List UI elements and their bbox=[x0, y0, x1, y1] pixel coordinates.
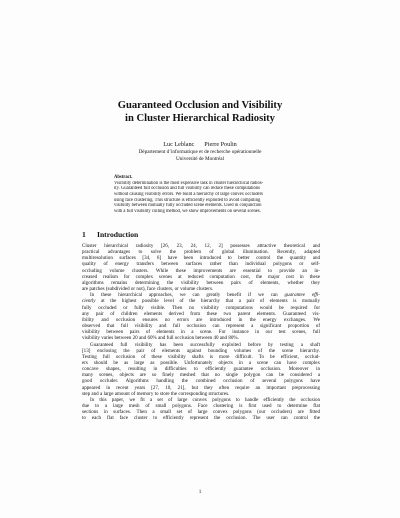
section-title: Introduction bbox=[97, 230, 139, 239]
text-line: visibility between pairs of elements in a scene. For instance in our test scenes, full bbox=[82, 329, 320, 336]
text-line: Cluster hierarchical radiosity [26, 23, 24, 12, 2] possesses attractive theoretical and bbox=[82, 243, 320, 249]
text-line: concave shapes, resulting in difficulties to efficiently guarantee occlusion. Moreover in bbox=[82, 366, 320, 373]
text-line: Testing full occlusion of these visibility shafts is more difficult. To be efficient, occlud- bbox=[82, 353, 320, 360]
section-heading bbox=[82, 230, 138, 239]
author-name: Pierre Poulin bbox=[204, 141, 237, 148]
paper-title-line-2: in Cluster Hierarchical Radiosity bbox=[125, 113, 275, 124]
body-text bbox=[82, 243, 320, 422]
paragraph bbox=[82, 243, 320, 292]
abstract-line: without causing visibility errors. We build a hierarchy of large convex occluders bbox=[114, 191, 263, 197]
text-line: multiresolution surfaces [34, 6] have been introduced to better control the quantity and bbox=[82, 255, 320, 262]
author-list bbox=[0, 141, 400, 148]
abstract-line: Visibility determination is the most expensive task in cluster hierarchical radios- bbox=[114, 180, 264, 186]
text-line: ciently at the highest possible level of the hierarchy that a pair of elements is mutually bbox=[82, 298, 320, 305]
text-line: ibility and occlusion ensures no errors are introduced in the energy exchanges. We bbox=[82, 316, 320, 323]
abstract-line: with a full visibility culling method, we show improvements on several scenes. bbox=[114, 208, 261, 214]
abstract-block bbox=[114, 175, 290, 215]
text-line: sections in surfaces. Then a small set of large convex polygons (our occluders) are fitted bbox=[82, 409, 320, 416]
text-line: many scenes, objects are so finely meshed that no single polygon can be considered a bbox=[82, 372, 320, 379]
text-line: quality of energy transfers between surfaces rather than individual polygons or self- bbox=[82, 261, 320, 268]
text-line: step and a large amount of memory to store the corresponding structures. bbox=[82, 390, 230, 397]
text-line: [13] enclosing the pair of elements against bounding volumes of the scene hierarchy. bbox=[82, 347, 320, 354]
section-number: 1 bbox=[82, 230, 86, 239]
text-line: fully occluded or fully visible. Then no visibility computations would be required for bbox=[82, 304, 320, 311]
affiliation-department: Département d’informatique et de recherche opérationnelle bbox=[138, 149, 262, 155]
abstract-line: visibility between mutually fully occluded scene elements. Used in conjunction bbox=[114, 203, 262, 209]
text-line: to each flat face cluster to efficiently represent the occlusion. The user can control the bbox=[82, 415, 320, 422]
text-line: In this paper, we fit a set of large convex polygons to handle efficiently the occlusion bbox=[90, 396, 320, 403]
abstract-heading: Abstract. bbox=[114, 175, 133, 180]
text-line: practical advantages to solve the problem of global illumination. Recently, adapted bbox=[82, 249, 320, 256]
paper-title-line-1: Guaranteed Occlusion and Visibility bbox=[117, 100, 283, 111]
author-name: Luc Leblanc bbox=[163, 141, 195, 148]
text-line: observed that full visibility and full occlusion can represent a significant proportion of bbox=[82, 323, 320, 330]
affiliation-university: Université de Montréal bbox=[175, 155, 225, 162]
text-line: appeared in recent years [27, 10, 21], but they often require an important preprocessing bbox=[82, 384, 320, 391]
text-line: Guaranteed full visibility has been successfully exploited before by testing a shaft bbox=[90, 341, 320, 348]
text-line: visibility varies between 20 and 60% and full occlusion between 40 and 80%. bbox=[82, 335, 239, 342]
text-line: occluding volume clusters. While these improvements are essential to provide an in- bbox=[82, 267, 320, 274]
page-number: 1 bbox=[198, 489, 202, 495]
text-line: any pair of children elements derived from these two parent elements. Guaranteed vis- bbox=[82, 310, 320, 317]
paragraph bbox=[82, 397, 320, 422]
abstract-line: ity. Guaranteed full occlusion and full visibility can reduce these computations bbox=[114, 186, 260, 192]
text-line: good occluder. Algorithms handling the combined occlusion of several polygons have bbox=[82, 378, 320, 385]
text-line: due to a large mesh of small polygons. Face clustering is first used to determine flat bbox=[82, 403, 320, 410]
text-line: In these hierarchical approaches, we can greatly benefit if we can guarantee effi- bbox=[90, 292, 320, 299]
text-line: algorithms remains determining the visibility between pairs of elements, whether they bbox=[82, 279, 320, 286]
abstract-line: using face clustering. This structure is efficiently exploited to avoid computing bbox=[114, 197, 261, 203]
paragraph bbox=[82, 292, 320, 341]
text-line: ers should be as large as possible. Unfortunately objects in a scene can have complex bbox=[82, 359, 320, 366]
text-line: creased realism for complex scenes at reduced computation cost, the major cost in these bbox=[82, 273, 320, 280]
text-line: are patches (subdivided or not), face clusters, or volume clusters. bbox=[82, 286, 214, 293]
paragraph bbox=[82, 342, 320, 397]
